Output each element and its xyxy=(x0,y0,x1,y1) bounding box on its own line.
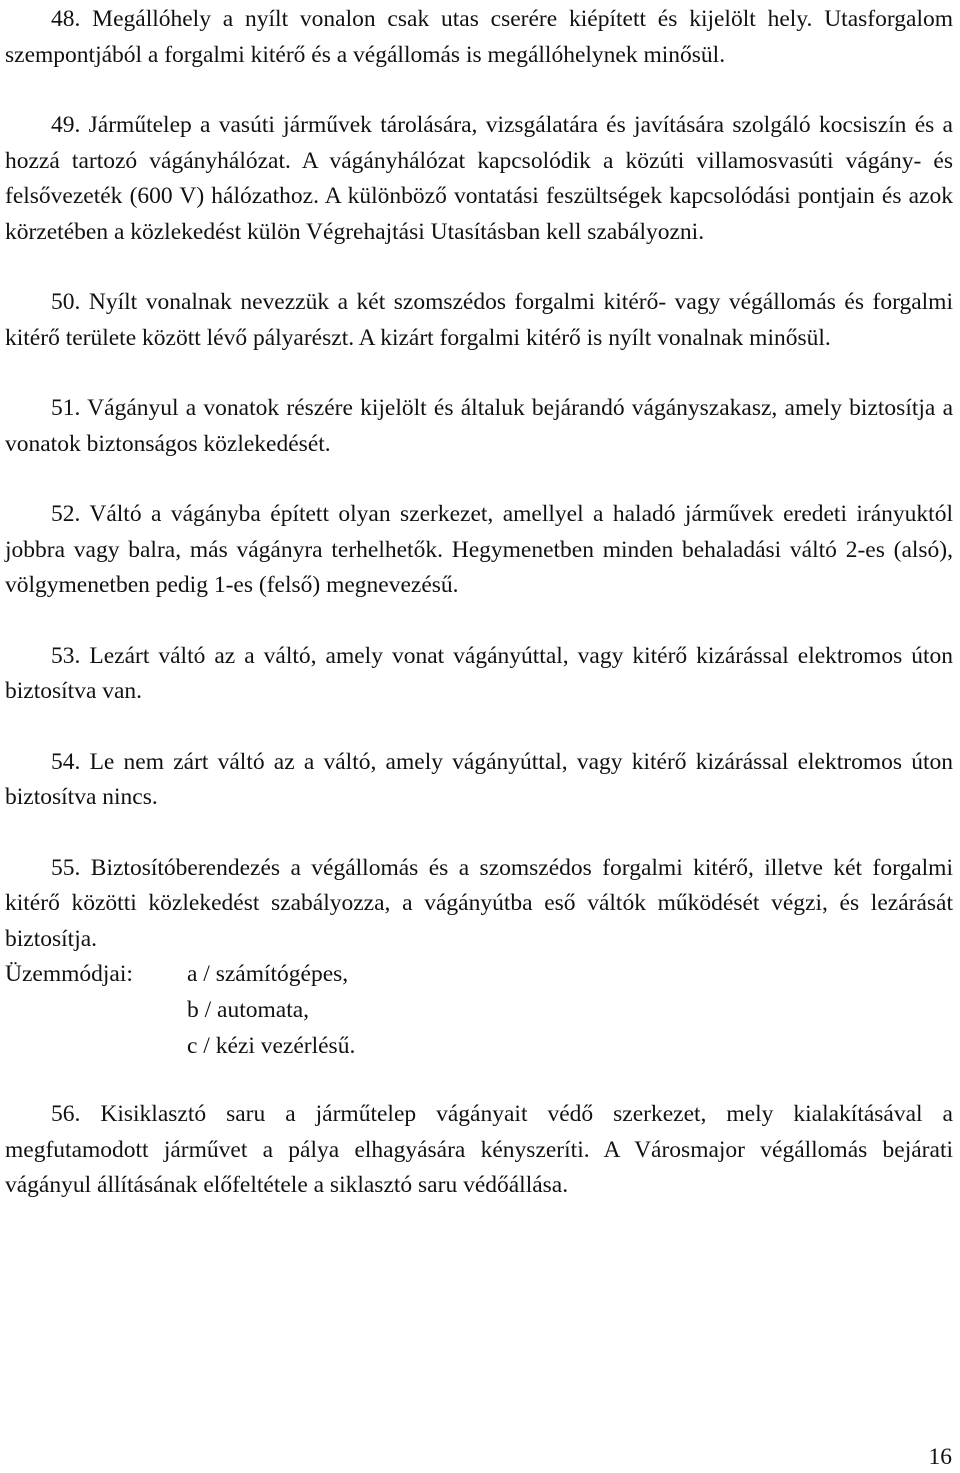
mode-line-b xyxy=(5,993,953,1029)
document-page xyxy=(5,0,953,1204)
mode-item-c: c / kézi vezérlésű. xyxy=(187,1033,356,1059)
paragraph-48: 48. Megállóhely a nyílt vonalon csak utas cserére kiépített és kijelölt hely. Utasforgalom szempontjából a forgalmi kitérő és a végállomás is megállóhelynek minősül. xyxy=(5,6,953,68)
paragraph-54: 54. Le nem zárt váltó az a váltó, amely vágányúttal, vagy kitérő kizárással elektromos úton biztosítva nincs. xyxy=(5,748,953,810)
mode-item-a: a / számítógépes, xyxy=(187,961,349,987)
modes-label: Üzemmódjai: xyxy=(5,961,133,987)
paragraph-53: 53. Lezárt váltó az a váltó, amely vonat vágányúttal, vagy kitérő kizárással elektromos úton biztosítva van. xyxy=(5,642,953,704)
mode-line-a xyxy=(5,957,953,993)
mode-item-b: b / automata, xyxy=(187,997,310,1023)
paragraph-51: 51. Vágányul a vonatok részére kijelölt és általuk bejárandó vágányszakasz, amely biztosítja a vonatok biztonságos közlekedését. xyxy=(5,395,953,457)
paragraph-56: 56. Kisiklasztó saru a járműtelep vágányait védő szerkezet, mely kialakításával a megfutamodott járművet a pálya elhagyására kényszeríti. A Városmajor végállomás bejárati vágányul állításának előfeltétele a siklasztó saru védőállása. xyxy=(5,1101,953,1198)
paragraph-55: 55. Biztosítóberendezés a végállomás és a szomszédos forgalmi kitérő, illetve két forgalmi kitérő közötti közlekedést szabályozza, a vágányútba eső váltók működését végzi, és lezárását biztosítja. xyxy=(5,854,953,952)
mode-line-c xyxy=(5,1029,953,1065)
paragraph-50: 50. Nyílt vonalnak nevezzük a két szomszédos forgalmi kitérő- vagy végállomás és forgalmi kitérő területe között lévő pályarészt. A kizárt forgalmi kitérő is nyílt vonalnak minősül. xyxy=(5,289,953,351)
paragraph-52: 52. Váltó a vágányba épített olyan szerkezet, amellyel a haladó járművek eredeti irányuktól jobbra vagy balra, más vágányra terhelhetők. Hegymenetben minden behaladási váltó 2-es (alsó), völgymenetben pedig 1-es (felső) megnevezésű. xyxy=(5,501,953,598)
operating-modes-list xyxy=(5,957,953,1065)
paragraph-49: 49. Járműtelep a vasúti járművek tárolására, vizsgálatára és javítására szolgáló kocsiszín és a hozzá tartozó vágányhálózat. A vágányhálózat kapcsolódik a közúti villamosvasúti vágány- és felsővezeték (600 V) hálózathoz. A különböző vontatási feszültségek kapcsolódási pontjain és azok körzetében a közlekedést külön Végrehajtási Utasításban kell szabályozni. xyxy=(5,112,953,245)
page-number: 16 xyxy=(928,1444,952,1470)
